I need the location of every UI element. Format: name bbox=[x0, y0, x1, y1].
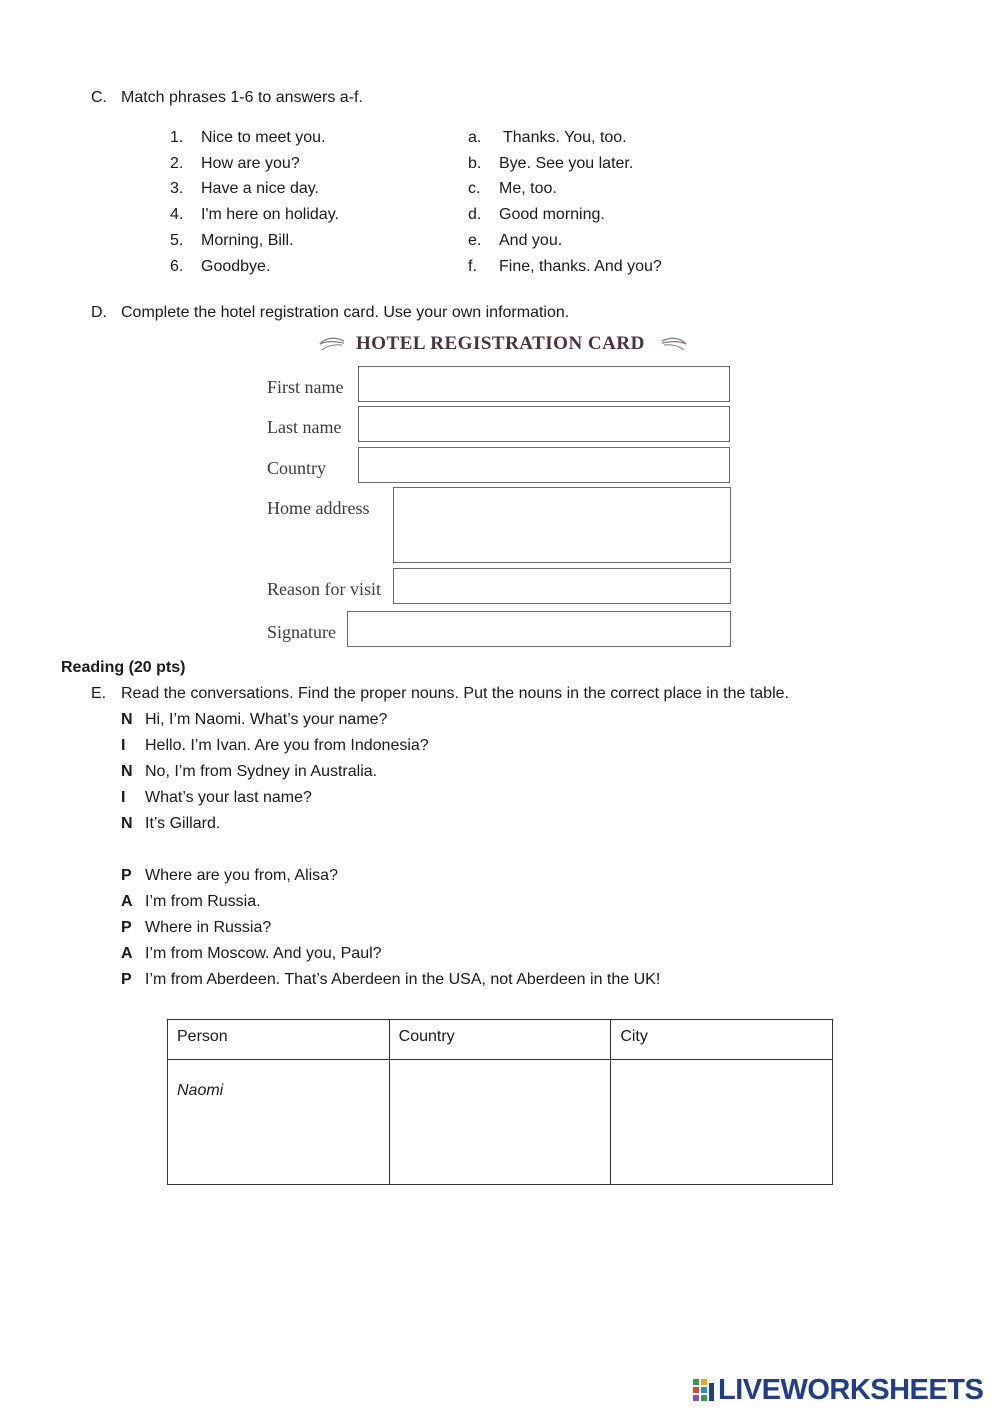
dialogue-line: Hi, I’m Naomi. What’s your name? bbox=[145, 711, 388, 728]
phrase-number: 4. bbox=[170, 206, 184, 223]
speaker-initial: N bbox=[121, 711, 133, 728]
reading-heading: Reading (20 pts) bbox=[61, 659, 186, 676]
answer-text: Good morning. bbox=[499, 206, 605, 223]
phrase-number: 3. bbox=[170, 180, 184, 197]
cell-person[interactable]: Naomi bbox=[168, 1060, 390, 1185]
phrase-text: Have a nice day. bbox=[201, 180, 319, 197]
header-city: City bbox=[611, 1020, 833, 1060]
reason-for-visit-label: Reason for visit bbox=[267, 579, 381, 599]
signature-label: Signature bbox=[267, 622, 336, 642]
cell-city[interactable] bbox=[611, 1060, 833, 1185]
last-name-field[interactable] bbox=[358, 406, 730, 442]
section-c-letter: C. bbox=[91, 89, 107, 106]
dialogue-line: It’s Gillard. bbox=[145, 815, 221, 832]
card-title: HOTEL REGISTRATION CARD bbox=[356, 333, 645, 354]
section-d-instruction: Complete the hotel registration card. Use your own information. bbox=[121, 304, 570, 321]
first-name-label: First name bbox=[267, 377, 344, 397]
table-header-row bbox=[168, 1020, 833, 1060]
dialogue-line: Hello. I’m Ivan. Are you from Indonesia? bbox=[145, 737, 429, 754]
proper-nouns-table bbox=[167, 1019, 833, 1185]
answer-letter: b. bbox=[468, 155, 482, 172]
speaker-initial: P bbox=[121, 971, 132, 988]
home-address-label: Home address bbox=[267, 498, 370, 518]
country-field[interactable] bbox=[358, 447, 730, 483]
last-name-label: Last name bbox=[267, 417, 342, 437]
right-flourish-icon bbox=[660, 334, 688, 354]
answer-letter: c. bbox=[468, 180, 481, 197]
dialogue-line: I’m from Moscow. And you, Paul? bbox=[145, 945, 382, 962]
table-row bbox=[168, 1060, 833, 1185]
speaker-initial: I bbox=[121, 789, 126, 806]
dialogue-line: Where in Russia? bbox=[145, 919, 272, 936]
phrase-text: Goodbye. bbox=[201, 258, 271, 275]
section-e-instruction: Read the conversations. Find the proper nouns. Put the nouns in the correct place in the table. bbox=[121, 685, 789, 702]
answer-text: And you. bbox=[499, 232, 563, 249]
answer-letter: e. bbox=[468, 232, 482, 249]
section-c-instruction: Match phrases 1-6 to answers a-f. bbox=[121, 89, 363, 106]
speaker-initial: I bbox=[121, 737, 126, 754]
phrase-number: 1. bbox=[170, 129, 184, 146]
section-d-letter: D. bbox=[91, 304, 107, 321]
dialogue-line: Where are you from, Alisa? bbox=[145, 867, 338, 884]
phrase-number: 5. bbox=[170, 232, 184, 249]
header-person: Person bbox=[168, 1020, 390, 1060]
speaker-initial: P bbox=[121, 867, 132, 884]
phrase-text: I'm here on holiday. bbox=[201, 206, 339, 223]
speaker-initial: P bbox=[121, 919, 132, 936]
country-label: Country bbox=[267, 458, 327, 478]
cell-country[interactable] bbox=[389, 1060, 611, 1185]
dialogue-line: I’m from Russia. bbox=[145, 893, 261, 910]
answer-text: Fine, thanks. And you? bbox=[499, 258, 662, 275]
reason-for-visit-field[interactable] bbox=[393, 568, 731, 604]
phrase-number: 2. bbox=[170, 155, 184, 172]
first-name-field[interactable] bbox=[358, 366, 730, 402]
logo-blocks-icon bbox=[693, 1379, 715, 1403]
phrase-text: How are you? bbox=[201, 155, 300, 172]
header-country: Country bbox=[389, 1020, 611, 1060]
liveworksheets-logo bbox=[693, 1374, 983, 1407]
signature-field[interactable] bbox=[347, 611, 731, 647]
answer-letter: d. bbox=[468, 206, 482, 223]
answer-text: Bye. See you later. bbox=[499, 155, 634, 172]
section-e-letter: E. bbox=[91, 685, 107, 702]
speaker-initial: A bbox=[121, 893, 133, 910]
dialogue-line: No, I’m from Sydney in Australia. bbox=[145, 763, 378, 780]
phrase-text: Nice to meet you. bbox=[201, 129, 326, 146]
speaker-initial: N bbox=[121, 815, 133, 832]
left-flourish-icon bbox=[318, 334, 346, 354]
speaker-initial: N bbox=[121, 763, 133, 780]
home-address-field[interactable] bbox=[393, 487, 731, 563]
dialogue-line: I’m from Aberdeen. That’s Aberdeen in the USA, not Aberdeen in the UK! bbox=[145, 971, 661, 988]
answer-text: Thanks. You, too. bbox=[503, 129, 627, 146]
phrase-text: Morning, Bill. bbox=[201, 232, 294, 249]
dialogue-line: What’s your last name? bbox=[145, 789, 312, 806]
answer-letter: a. bbox=[468, 129, 482, 146]
answer-letter: f. bbox=[468, 258, 477, 275]
answer-text: Me, too. bbox=[499, 180, 557, 197]
speaker-initial: A bbox=[121, 945, 133, 962]
phrase-number: 6. bbox=[170, 258, 184, 275]
logo-text: LIVEWORKSHEETS bbox=[718, 1374, 984, 1406]
